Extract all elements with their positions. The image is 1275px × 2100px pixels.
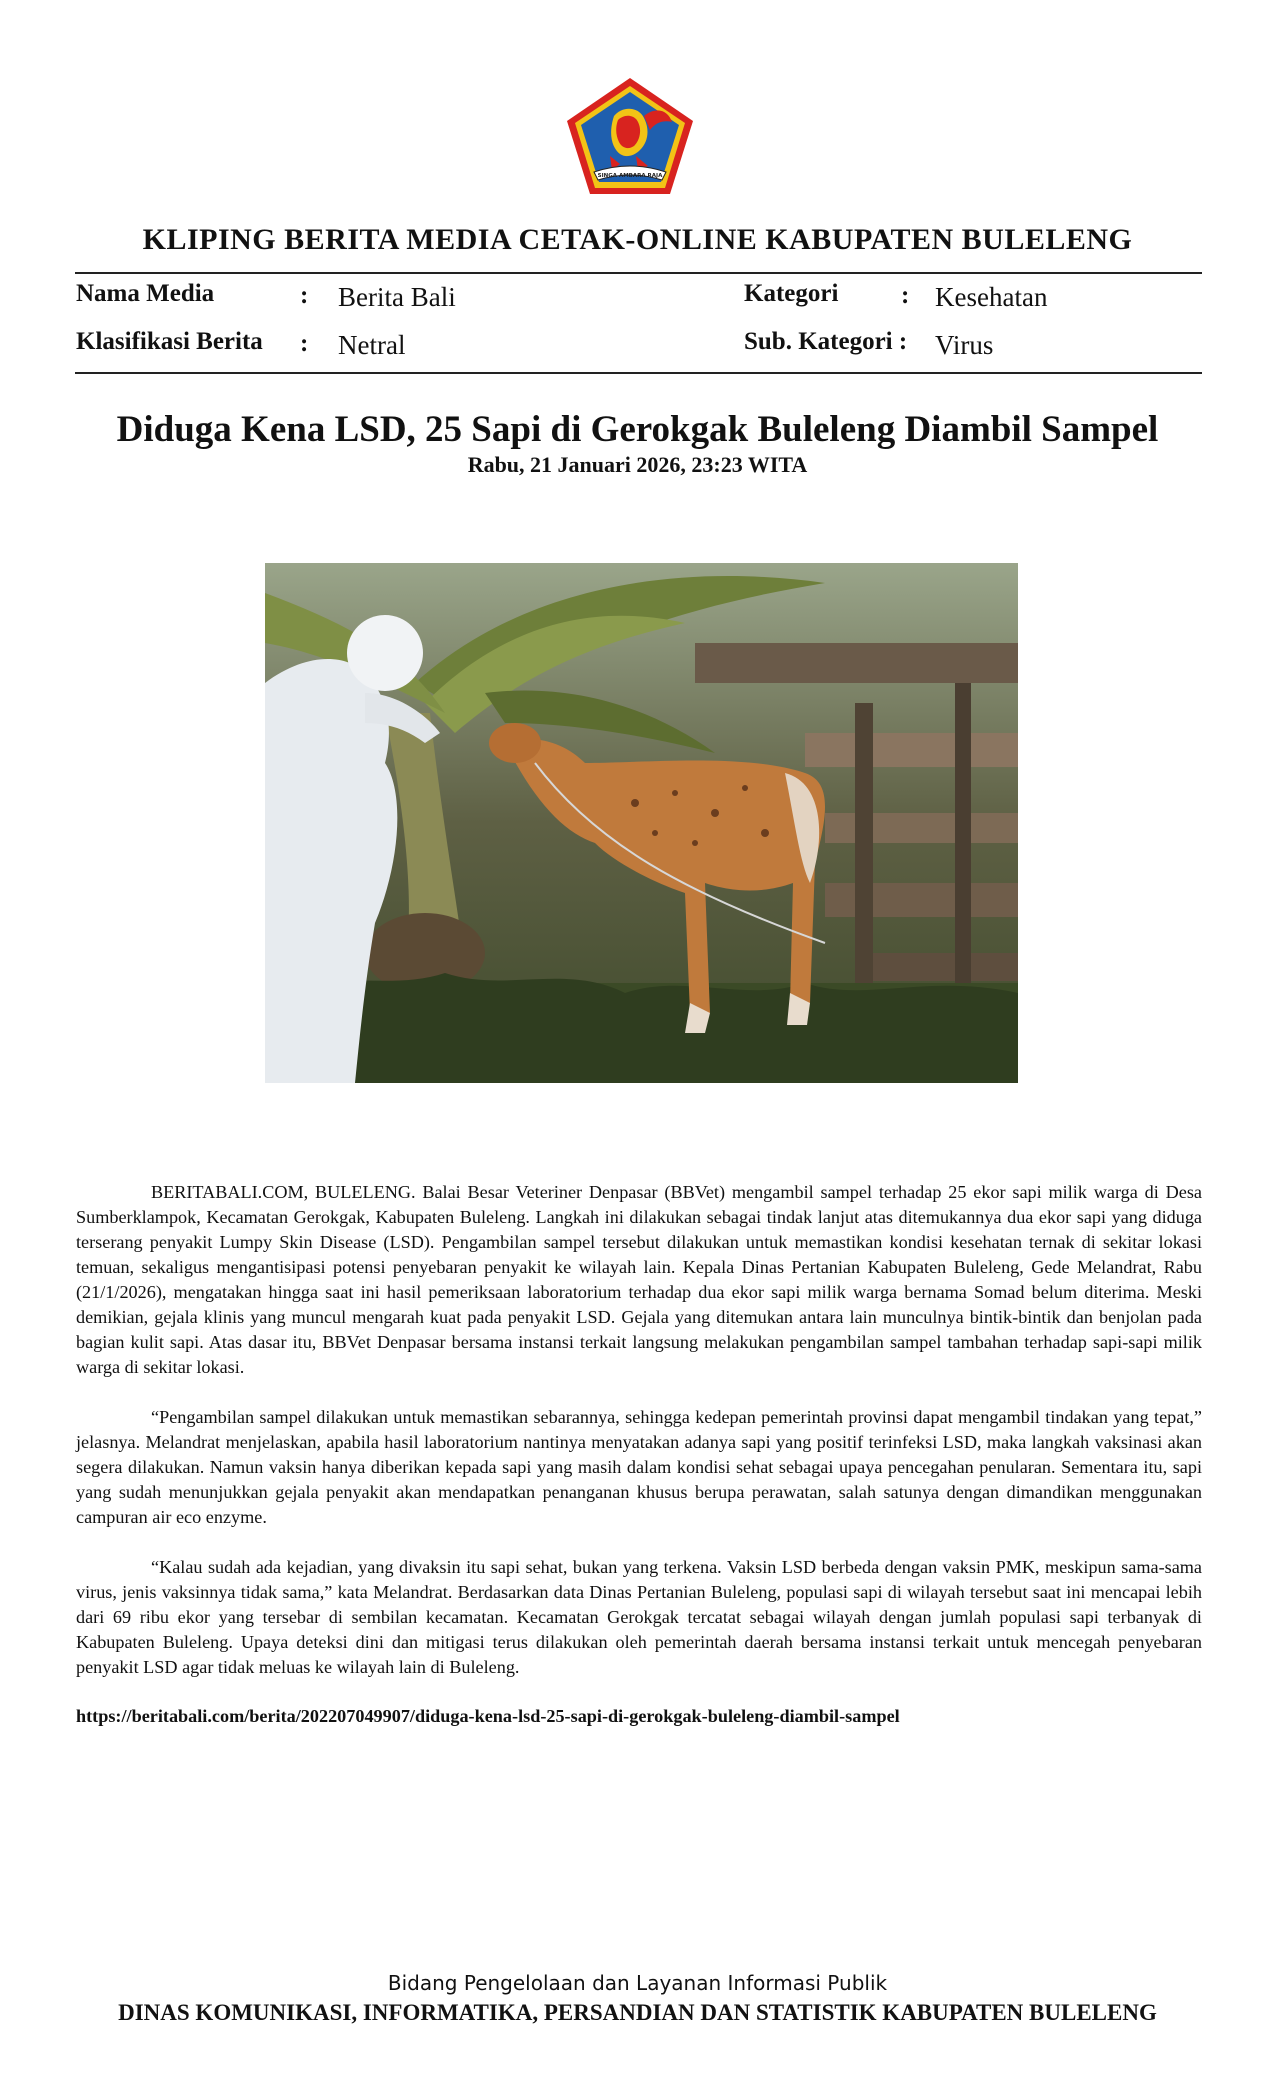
media-name-label: Nama Media (76, 280, 215, 307)
article-photo-cow-sampling (265, 563, 1018, 1083)
article-date: Rabu, 21 Januari 2026, 23:23 WITA (467, 452, 808, 477)
media-name-value: Berita Bali (338, 282, 456, 312)
header-bottom-rule (75, 372, 1202, 374)
media-name-colon: : (300, 282, 309, 309)
article-paragraph: BERITABALI.COM, BULELENG. Balai Besar Veteriner Denpasar (BBVet) mengambil sampel terhadap 25 ekor sapi milik warga di Desa Sumberklampok, Kecamatan Gerokgak, Kabupaten Buleleng. Langkah ini dilakukan sebagai tindak lanjut atas ditemukannya dua ekor sapi yang diduga terserang penyakit Lumpy Skin Disease (LSD). Pengambilan sampel tersebut dilakukan untuk memastikan kondisi kesehatan ternak di sekitar lokasi temuan, sekaligus mengantisipasi potensi penyebaran penyakit ke wilayah lain. Kepala Dinas Pertanian Kabupaten Buleleng, Gede Melandrat, Rabu (21/1/2026), mengatakan hingga saat ini hasil pemeriksaan laboratorium terhadap dua ekor sapi milik warga bernama Somad belum diterima. Meski demikian, gejala klinis yang muncul mengarah kuat pada penyakit LSD. Gejala yang ditemukan antara lain munculnya bintik-bintik dan benjolan pada bagian kulit sapi. Atas dasar itu, BBVet Denpasar bersama instansi terkait langsung melakukan pengambilan sampel tambahan terhadap sapi-sapi milik warga di sekitar lokasi. (76, 1182, 1202, 1377)
classification-label: Klasifikasi Berita (76, 328, 263, 355)
classification-value: Netral (338, 330, 406, 360)
buleleng-crest-logo (564, 76, 696, 198)
article-source-url: https://beritabali.com/berita/202207049907/diduga-kena-lsd-25-sapi-di-gerokgak-buleleng-diambil-sampel (76, 1706, 900, 1726)
logo-motto: SINGA AMBARA RAJA (597, 173, 663, 179)
article-title: Diduga Kena LSD, 25 Sapi di Gerokgak Buleleng Diambil Sampel (116, 409, 1159, 450)
category-value: Kesehatan (935, 282, 1048, 312)
article-paragraph: “Pengambilan sampel dilakukan untuk memastikan sebarannya, sehingga kedepan pemerintah provinsi dapat mengambil tindakan yang tepat,” jelasnya. Melandrat menjelaskan, apabila hasil laboratorium nantinya menyatakan adanya sapi yang positif terinfeksi LSD, maka langkah vaksinasi akan segera dilakukan. Namun vaksin hanya diberikan kepada sapi yang masih dalam kondisi sehat sebagai upaya pencegahan penularan. Sementara itu, sapi yang sudah menunjukkan gejala penyakit akan mendapatkan penanganan khusus berupa perawatan, salah satunya dengan dimandikan menggunakan campuran air eco enzyme. (76, 1407, 1202, 1527)
subcategory-label: Sub. Kategori : (744, 328, 908, 355)
category-label: Kategori (744, 280, 839, 307)
article-body (76, 1180, 1202, 1705)
classification-colon: : (300, 330, 309, 357)
subcategory-value: Virus (935, 330, 994, 360)
header-top-rule (75, 272, 1202, 274)
footer-agency-title: DINAS KOMUNIKASI, INFORMATIKA, PERSANDIAN DAN STATISTIK KABUPATEN BULELENG (118, 2000, 1157, 2025)
footer-subtitle: Bidang Pengelolaan dan Layanan Informasi Publik (387, 1971, 888, 1995)
article-paragraph: “Kalau sudah ada kejadian, yang divaksin itu sapi sehat, bukan yang terkena. Vaksin LSD berbeda dengan vaksin PMK, meskipun sama-sama virus, jenis vaksinnya tidak sama,” kata Melandrat. Berdasarkan data Dinas Pertanian Buleleng, populasi sapi di wilayah tersebut saat ini mencapai lebih dari 69 ribu ekor yang tersebar di sembilan kecamatan. Kecamatan Gerokgak tercatat sebagai wilayah dengan jumlah populasi sapi terbanyak di Kabupaten Buleleng. Upaya deteksi dini dan mitigasi terus dilakukan oleh pemerintah daerah bersama instansi terkait untuk mencegah penyebaran penyakit LSD agar tidak meluas ke wilayah lain di Buleleng. (76, 1557, 1202, 1677)
clipping-header-title: KLIPING BERITA MEDIA CETAK-ONLINE KABUPATEN BULELENG (142, 223, 1133, 256)
category-colon: : (901, 282, 910, 309)
